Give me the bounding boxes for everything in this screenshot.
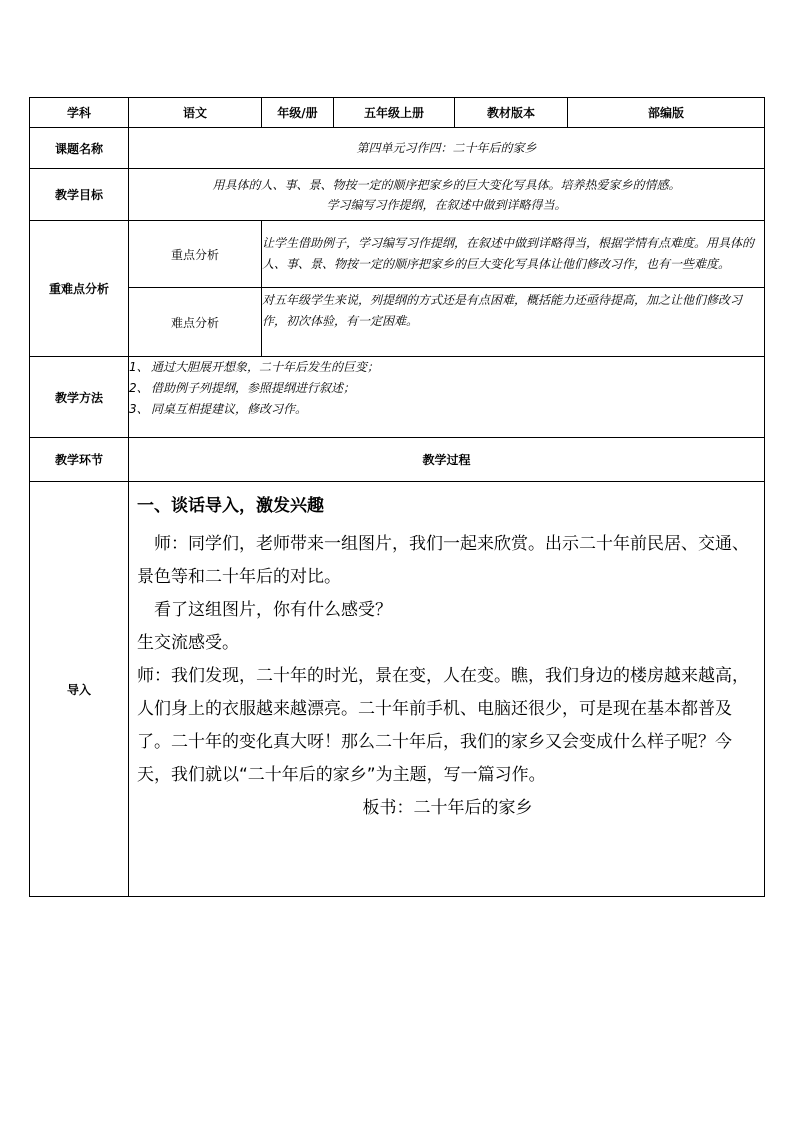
methods-list (129, 357, 765, 438)
section-heading: 一、谈话导入，激发兴趣 (137, 496, 324, 516)
intro-row (30, 482, 765, 897)
subject-value: 语文 (129, 98, 262, 128)
edition-value: 部编版 (568, 98, 765, 128)
intro-paragraph-2: 看了这组图片，你有什么感受？ (154, 600, 392, 620)
goal-line-1: 用具体的人、事、景、物按一定的顺序把家乡的巨大变化写具体。培养热爱家乡的情感。 (212, 177, 681, 192)
grade-label: 年级/册 (262, 98, 334, 128)
methods-row (30, 357, 765, 438)
method-item: 3、 同桌互相提建议，修改习作。 (129, 402, 308, 416)
goals-content (129, 169, 765, 221)
methods-label: 教学方法 (30, 357, 129, 438)
intro-content (129, 482, 765, 897)
intro-label: 导入 (30, 482, 129, 897)
intro-paragraph-3: 生交流感受。 (137, 633, 239, 653)
difficult-point-text: 对五年级学生来说，列提纲的方式还是有点困难，概括能力还亟待提高，加之让他们修改习作，初次体验，有一定困难。 (262, 288, 765, 357)
subject-label: 学科 (30, 98, 129, 128)
goals-row (30, 169, 765, 221)
lesson-title: 第四单元习作四：二十年后的家乡 (129, 128, 765, 169)
board-writing: 板书：二十年后的家乡 (362, 798, 533, 818)
intro-paragraph-4: 师：我们发现，二十年的时光，景在变，人在变。瞧，我们身边的楼房越来越高，人们身上的衣服越来越漂亮。二十年前手机、电脑还很少，可是现在基本都普及了。二十年的变化真大呀！那么二十年后，我们的家乡又会变成什么样子呢？今天，我们就以“二十年后的家乡”为主题，写一篇习作。 (137, 666, 749, 785)
header-row (30, 98, 765, 128)
method-item: 1、 通过大胆展开想象，二十年后发生的巨变； (129, 360, 380, 374)
key-point-label: 重点分析 (129, 221, 262, 288)
lesson-plan-table (29, 97, 765, 897)
goal-line-2: 学习编写习作提纲，在叙述中做到详略得当。 (326, 197, 567, 212)
process-label: 教学过程 (129, 438, 765, 482)
grade-value: 五年级上册 (334, 98, 455, 128)
edition-label: 教材版本 (455, 98, 568, 128)
difficult-point-label: 难点分析 (129, 288, 262, 357)
process-header-row (30, 438, 765, 482)
intro-paragraph-1: 师：同学们，老师带来一组图片，我们一起来欣赏。出示二十年前民居、交通、景色等和二十年后的对比。 (137, 534, 749, 587)
key-point-text: 让学生借助例子，学习编写习作提纲，在叙述中做到详略得当，根据学情有点难度。用具体的人、事、景、物按一定的顺序把家乡的巨大变化写具体让他们修改习作，也有一些难度。 (262, 221, 765, 288)
key-points-label: 重难点分析 (30, 221, 129, 357)
lesson-label: 课题名称 (30, 128, 129, 169)
lesson-row (30, 128, 765, 169)
difficult-point-row (30, 288, 765, 357)
key-point-row (30, 221, 765, 288)
process-stage-label: 教学环节 (30, 438, 129, 482)
goals-label: 教学目标 (30, 169, 129, 221)
method-item: 2、 借助例子列提纲，参照提纲进行叙述； (129, 381, 356, 395)
